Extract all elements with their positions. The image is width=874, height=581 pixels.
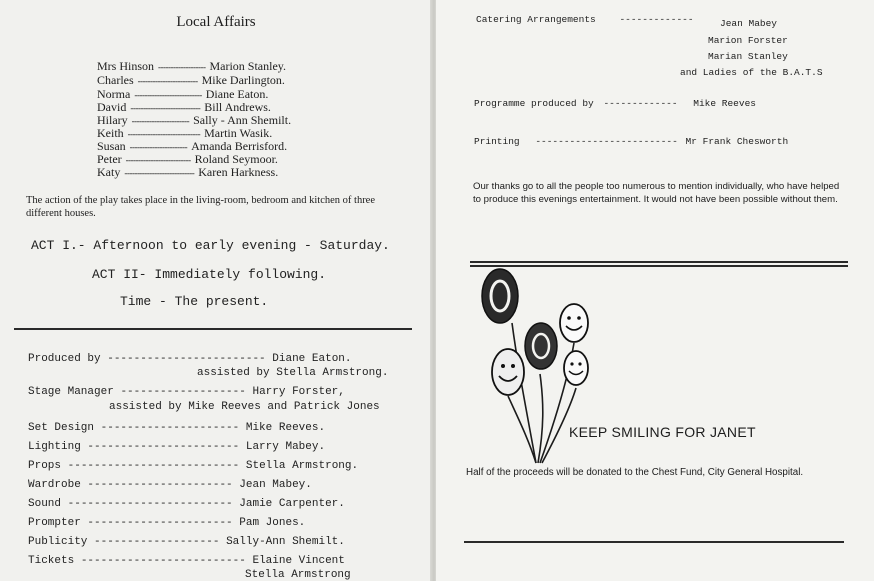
crew-leader: ---------------------- bbox=[87, 517, 233, 529]
crew-role: Lighting bbox=[28, 441, 81, 453]
crew-name: Pam Jones. bbox=[239, 517, 306, 529]
crew-row bbox=[28, 441, 325, 453]
crew-name: Jean Mabey. bbox=[239, 479, 312, 491]
divider-top-2 bbox=[470, 265, 848, 267]
cast-leader: --------------------------- bbox=[134, 90, 202, 100]
crew-role: Sound bbox=[28, 498, 62, 510]
cast-character: Mrs Hinson bbox=[97, 59, 155, 73]
cast-character: Norma bbox=[97, 87, 131, 101]
crew-leader: ------------------------- bbox=[67, 498, 233, 510]
crew-leader: ------------------- bbox=[120, 386, 246, 398]
crew-name: Larry Mabey. bbox=[245, 441, 326, 453]
programme-row bbox=[474, 98, 756, 109]
divider-top-1 bbox=[470, 261, 848, 263]
catering-name: Jean Mabey bbox=[720, 18, 778, 29]
act-two: ACT II- Immediately following. bbox=[92, 267, 327, 282]
cast-actor: Mike Darlington. bbox=[201, 73, 285, 87]
catering-name: Marian Stanley bbox=[708, 51, 788, 62]
cast-character: Charles bbox=[97, 73, 134, 87]
crew-row bbox=[28, 555, 345, 567]
left-page bbox=[0, 0, 432, 581]
time-note: Time - The present. bbox=[120, 294, 269, 309]
cast-actor: Bill Andrews. bbox=[204, 100, 271, 114]
divider-bottom bbox=[464, 541, 844, 543]
crew-row bbox=[28, 353, 352, 365]
crew-role: Props bbox=[28, 460, 62, 472]
cast-actor: Diane Eaton. bbox=[205, 87, 269, 101]
cast-actor: Amanda Berrisford. bbox=[191, 139, 288, 153]
cast-leader: ------------------- bbox=[158, 62, 206, 72]
crew-role: Publicity bbox=[28, 536, 88, 548]
catering-label: Catering Arrangements bbox=[476, 14, 596, 25]
cast-leader: ---------------------------- bbox=[130, 103, 201, 113]
crew-row bbox=[28, 422, 325, 434]
crew-leader: ------------------------ bbox=[107, 353, 266, 365]
setting-note: The action of the play takes place in the living-room, bedroom and kitchen of three different houses. bbox=[26, 195, 376, 219]
cast-character: Susan bbox=[97, 139, 126, 153]
cast-row bbox=[97, 163, 278, 181]
printing-leader: ------------------------- bbox=[535, 136, 678, 147]
crew-assist: assisted by Mike Reeves and Patrick Jones bbox=[109, 401, 380, 413]
crew-row bbox=[28, 386, 345, 398]
catering-leader: ------------- bbox=[619, 14, 694, 25]
cast-character: Hilary bbox=[97, 113, 128, 127]
cast-character: Katy bbox=[97, 165, 121, 179]
crew-row bbox=[28, 498, 345, 510]
cast-leader: ----------------------- bbox=[131, 116, 190, 126]
crew-name: Diane Eaton. bbox=[272, 353, 352, 365]
cast-leader: ---------------------------- bbox=[124, 168, 195, 178]
proceeds-note: Half of the proceeds will be donated to the Chest Fund, City General Hospital. bbox=[466, 467, 804, 478]
catering-name: and Ladies of the B.A.T.S bbox=[680, 67, 823, 78]
cast-leader: -------------------------- bbox=[125, 155, 191, 165]
crew-row bbox=[28, 536, 345, 548]
cast-character: Peter bbox=[97, 152, 122, 166]
cast-leader: ----------------------------- bbox=[127, 129, 201, 139]
crew-name: Jamie Carpenter. bbox=[239, 498, 345, 510]
crew-name: Elaine Vincent bbox=[252, 555, 345, 567]
right-page bbox=[436, 0, 874, 581]
crew-role: Stage Manager bbox=[28, 386, 114, 398]
thanks-note: Our thanks go to all the people too numerous to mention individually, who have helped to produce this evenings entertainment. It would not have been possible without them. bbox=[473, 181, 840, 205]
crew-role: Produced by bbox=[28, 353, 101, 365]
crew-row bbox=[28, 460, 358, 472]
crew-name: Harry Forster, bbox=[252, 386, 345, 398]
crew-leader: ---------------------- bbox=[87, 479, 233, 491]
cast-character: Keith bbox=[97, 126, 124, 140]
catering-row bbox=[476, 14, 694, 25]
catering-name: Marion Forster bbox=[708, 35, 788, 46]
programme-name: Mike Reeves bbox=[693, 98, 756, 109]
crew-name: Stella Armstrong. bbox=[245, 460, 359, 472]
crew-name: Sally-Ann Shemilt. bbox=[226, 536, 345, 548]
crew-leader: ----------------------- bbox=[87, 441, 240, 453]
act-one: ACT I.- Afternoon to early evening - Saturday. bbox=[31, 238, 390, 253]
crew-leader: ------------------------- bbox=[80, 555, 246, 567]
printing-row bbox=[474, 136, 788, 147]
cast-character: David bbox=[97, 100, 127, 114]
crew-assist: Stella Armstrong bbox=[245, 569, 351, 581]
cast-leader: ------------------------ bbox=[137, 76, 198, 86]
cast-actor: Roland Seymoor. bbox=[194, 152, 278, 166]
printing-label: Printing bbox=[474, 136, 520, 147]
cast-actor: Marion Stanley. bbox=[209, 59, 287, 73]
printing-name: Mr Frank Chesworth bbox=[685, 136, 789, 147]
crew-leader: ------------------- bbox=[94, 536, 220, 548]
crew-assist: assisted by Stella Armstrong. bbox=[197, 367, 389, 379]
slogan: KEEP SMILING FOR JANET bbox=[569, 424, 756, 440]
crew-leader: --------------------- bbox=[100, 422, 240, 434]
section-divider bbox=[14, 328, 412, 330]
cast-actor: Sally - Ann Shemilt. bbox=[193, 113, 292, 127]
crew-leader: -------------------------- bbox=[67, 460, 240, 472]
crew-role: Prompter bbox=[28, 517, 81, 529]
crew-role: Tickets bbox=[28, 555, 75, 567]
programme-label: Programme produced by bbox=[474, 98, 594, 109]
cast-leader: ----------------------- bbox=[129, 142, 188, 152]
programme-leader: ------------- bbox=[603, 98, 678, 109]
crew-row bbox=[28, 517, 305, 529]
play-title: Local Affairs bbox=[176, 14, 256, 30]
cast-actor: Karen Harkness. bbox=[198, 165, 279, 179]
cast-actor: Martin Wasik. bbox=[204, 126, 273, 140]
crew-role: Set Design bbox=[28, 422, 95, 434]
crew-row bbox=[28, 479, 312, 491]
crew-name: Mike Reeves. bbox=[245, 422, 326, 434]
crew-role: Wardrobe bbox=[28, 479, 81, 491]
